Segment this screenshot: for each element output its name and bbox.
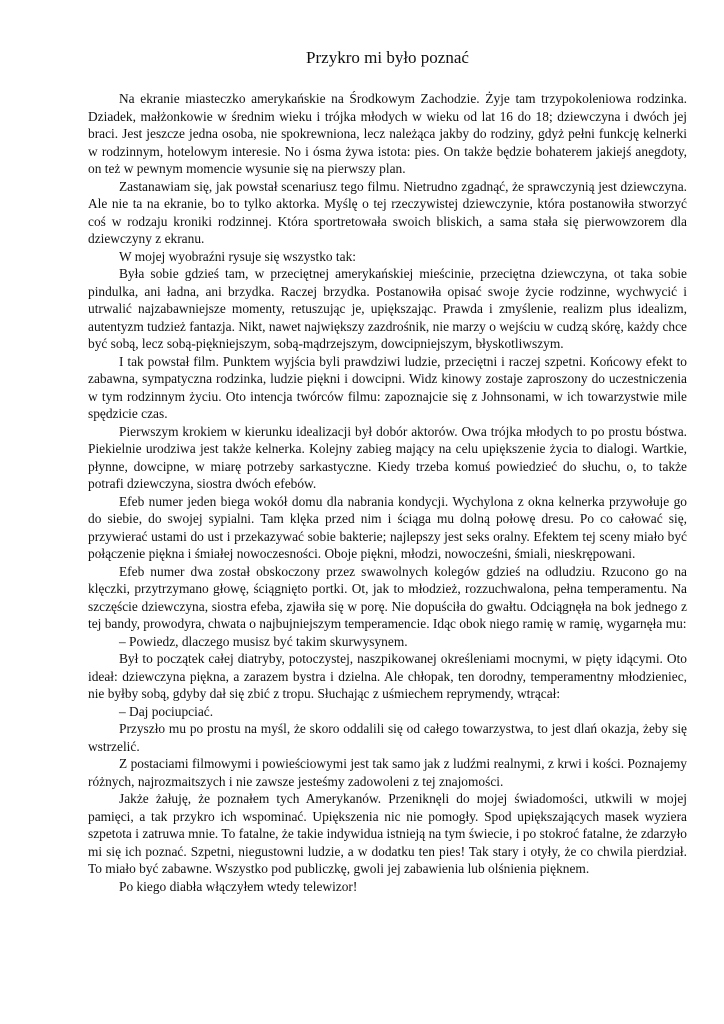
paragraph: Pierwszym krokiem w kierunku idealizacji był dobór aktorów. Owa trójka młodych to po prostu bóstwa. Piekielnie urodziwa jest także kelnerka. Kolejny zabieg mający na celu upiększenie życia to dialogi. Wartkie, płynne, dowcipne, w miarę potrzeby sarkastyczne. Kiedy trzeba komuś powiedzieć do słuchu, o, to także potrafi dziewczyna, siostra dwóch efebów. xyxy=(88,423,687,491)
paragraph: W mojej wyobraźni rysuje się wszystko tak: xyxy=(119,248,357,264)
paragraph: Przyszło mu po prostu na myśl, że skoro oddalili się od całego towarzystwa, to jest dlań okazja, żeby się wstrzelić. xyxy=(88,721,687,754)
paragraph: I tak powstał film. Punktem wyjścia byli prawdziwi ludzie, przeciętni i raczej szpetni. Końcowy efekt to zabawna, sympatyczna rodzinka, ludzie piękni i dowcipni. Widz kinowy zostaje zaproszony do uczestniczenia w tym rodzinnym życiu. Oto intencja twórców filmu: zapoznajcie się z Johnsonami, w ich towarzystwie mile spędzicie czas. xyxy=(88,353,687,421)
page-title: Przykro mi było poznać xyxy=(306,48,469,67)
paragraph: Na ekranie miasteczko amerykańskie na Środkowym Zachodzie. Żyje tam trzypokoleniowa rodzinka. Dziadek, małżonkowie w średnim wieku i trójka młodych w wieku od lat 16 do 18; dziewczyna i dwóch jej braci. Jest jeszcze jedna osoba, nie spokrewniona, lecz należąca jakby do rodziny, gdyż pełni funkcję kelnerki w rodzinnym, hotelowym interesie. No i ósma żywa istota: pies. On także będzie bohaterem jakiejś anegdoty, on też w pewnym momencie wysunie się na pierwszy plan. xyxy=(88,91,687,176)
paragraph: Efeb numer dwa został obskoczony przez swawolnych kolegów gdzieś na odludziu. Rzucono go na klęczki, przytrzymano głowę, ściągnięto portki. Ot, jak to młodzież, rozzuchwalona, pełna temperamentu. Na szczęście dziewczyna, siostra efeba, zjawiła się w porę. Nie dopuściła do gwałtu. Odciągnęła na bok jednego z tej bandy, prowodyra, chwata o najbujniejszym temperamencie. Idąc obok niego ramię w ramię, wygarnęła mu: xyxy=(88,563,687,631)
document-body xyxy=(88,90,687,895)
paragraph: Po kiego diabła włączyłem wtedy telewizor! xyxy=(119,878,358,894)
paragraph: Jakże żałuję, że poznałem tych Amerykanów. Przeniknęli do mojej świadomości, utkwili w mojej pamięci, a tak przykro ich wspominać. Upiększenia nic nie pomogły. Spod upiększających masek wyziera szpetota i zatruwa mnie. To fatalne, że takie indywidua istnieją na tym świecie, i po stokroć fatalne, że zdarzyło mi się ich poznać. Szpetni, niegustowni ludzie, a w dodatku ten pies! Tak stary i otyły, że co chwila pierdział. To miało być zabawne. Wszystko pod publiczkę, gwoli jej zabawienia lub olśnienia pięknem. xyxy=(88,791,687,876)
paragraph: Efeb numer jeden biega wokół domu dla nabrania kondycji. Wychylona z okna kelnerka przywołuje go do siebie, do swojej sypialni. Tam klęka przed nim i ściąga mu dolną połowę dresu. Po co całować się, przywierać ustami do ust i przekazywać sobie bakterie; najlepszy jest seks oralny. Efektem tej sceny miało być połączenie piękna i śmiałej nowoczesności. Oboje piękni, młodzi, nowocześni, śmiali, nieskrępowani. xyxy=(88,493,687,561)
paragraph: Z postaciami filmowymi i powieściowymi jest tak samo jak z ludźmi realnymi, z krwi i kości. Poznajemy różnych, najrozmaitszych i nie zawsze jesteśmy zadowoleni z tej znajomości. xyxy=(88,756,687,789)
paragraph: Zastanawiam się, jak powstał scenariusz tego filmu. Nietrudno zgadnąć, że sprawczynią jest dziewczyna. Ale nie ta na ekranie, bo to tylko aktorka. Myślę o tej rzeczywistej dziewczynie, która postanowiła stworzyć coś w rodzaju kroniki rodzinnej. Która sportretowała swoich bliskich, a sama stała się pierwowzorem dla dziewczyny z ekranu. xyxy=(88,178,687,246)
paragraph: Był to początek całej diatryby, potoczystej, naszpikowanej określeniami mocnymi, w pięty idącymi. Oto ideał: dziewczyna piękna, a zarazem bystra i dzielna. Ale chłopak, ten dorodny, temperamentny młodzieniec, nie byłby sobą, gdyby dał się zbić z tropu. Słuchając z uśmiechem reprymendy, wtrącał: xyxy=(88,651,687,701)
dialogue-line: – Powiedz, dlaczego musisz być takim skurwysynem. xyxy=(119,633,408,649)
dialogue-line: – Daj pociupciać. xyxy=(119,703,214,719)
paragraph: Była sobie gdzieś tam, w przeciętnej amerykańskiej mieścinie, przeciętna dziewczyna, ot taka sobie pindulka, ani ładna, ani brzydka. Raczej brzydka. Postanowiła opisać swoje życie rodzinne, wychwycić i utrwalić najzabawniejsze momenty, retuszując je, upiększając. Prawda i zmyślenie, realizm plus idealizm, autentyzm tudzież fantazja. Nikt, nawet największy zazdrośnik, nie marzy o wejściu w cudzą skórę, każdy chce być sobą, lecz sobą-piękniejszym, sobą-mądrzejszym, dowcipniejszym, błyskotliwszym. xyxy=(88,266,687,351)
document-page xyxy=(88,46,687,895)
